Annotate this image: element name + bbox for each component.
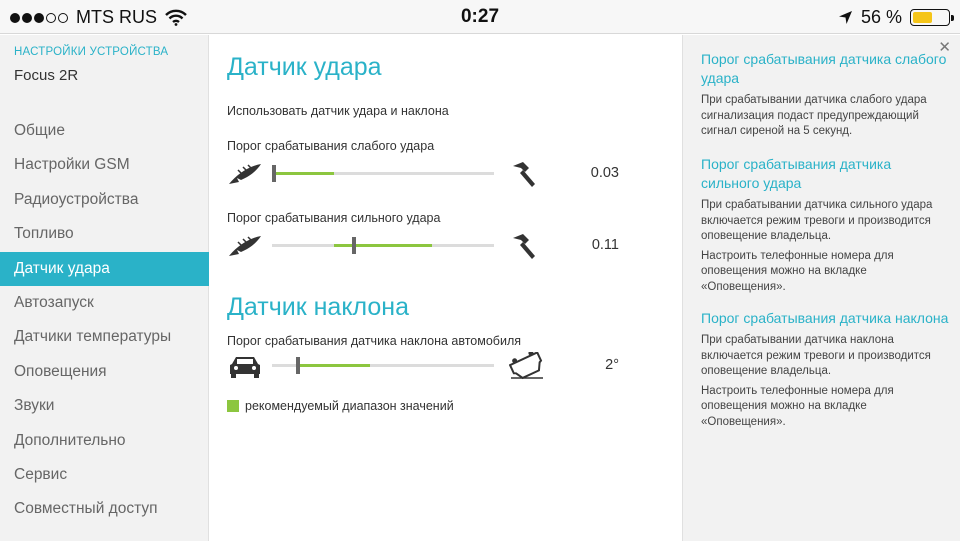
sidebar-item-additional[interactable]: Дополнительно (14, 431, 126, 449)
hammer-icon (509, 160, 539, 188)
sidebar-item-shock-sensor[interactable]: Датчик удара (0, 252, 209, 286)
car-flipped-icon (509, 352, 545, 380)
carrier-name: MTS RUS (76, 7, 157, 27)
legend (227, 399, 454, 413)
clock: 0:27 (460, 6, 500, 27)
slider-thumb[interactable] (352, 237, 356, 254)
tilt-threshold-value: 2° (605, 357, 619, 373)
battery-level (913, 12, 932, 23)
sidebar-item-sounds[interactable]: Звуки (14, 397, 55, 415)
sidebar-item-notifications[interactable]: Оповещения (14, 362, 107, 380)
sidebar-item-general[interactable]: Общие (14, 122, 65, 139)
help-text: При срабатывании датчика сильного удара включается режим тревоги и производится оповещение владельца. (701, 199, 933, 242)
close-icon[interactable]: ✕ (938, 39, 951, 56)
help-text: При срабатывании датчика наклона включается режим тревоги и производится оповещение владельца. (701, 334, 931, 377)
feather-icon (227, 232, 263, 260)
legend-label: рекомендуемый диапазон значений (245, 399, 454, 413)
tilt-threshold-label: Порог срабатывания датчика наклона автомобиля (227, 334, 522, 348)
battery-percent: 56 % (860, 7, 902, 27)
shock-sensor-title: Датчик удара (227, 53, 382, 81)
sidebar-item-radio[interactable]: Радиоустройства (14, 190, 139, 208)
signal-strength-icon (10, 13, 68, 23)
tilt-threshold-row (227, 349, 667, 383)
status-right (838, 7, 950, 28)
strong-threshold-value: 0.11 (591, 237, 619, 253)
sidebar (0, 35, 209, 541)
use-sensor-label: Использовать датчик удара и наклона (227, 104, 449, 118)
hammer-icon (509, 232, 539, 260)
slider-thumb[interactable] (272, 165, 276, 182)
sidebar-item-autostart[interactable]: Автозапуск (14, 293, 94, 311)
help-panel (682, 35, 960, 541)
recommended-range-bar (272, 172, 334, 175)
strong-threshold-row (227, 229, 667, 263)
main-panel (210, 35, 681, 541)
help-text: При срабатывании датчика слабого удара сигнализация подаст предупреждающий сигнал сиреной на 5 секунд. (701, 94, 927, 137)
location-arrow-icon (838, 10, 853, 25)
weak-threshold-label: Порог срабатывания слабого удара (227, 139, 435, 153)
sidebar-item-temperature[interactable]: Датчики температуры (14, 328, 172, 346)
sidebar-section-title: НАСТРОЙКИ УСТРОЙСТВА (14, 46, 169, 58)
help-block-weak (701, 50, 949, 144)
help-text: Настроить телефонные номера для оповещения можно на вкладке «Оповещения». (701, 384, 894, 428)
tilt-threshold-slider[interactable] (272, 364, 494, 367)
status-left (10, 7, 187, 28)
battery-icon (910, 9, 950, 26)
sidebar-item-fuel[interactable]: Топливо (14, 225, 74, 243)
strong-threshold-slider[interactable] (272, 244, 494, 247)
weak-threshold-value: 0.03 (590, 165, 619, 181)
weak-threshold-row (227, 157, 667, 191)
help-block-strong (701, 155, 949, 299)
help-block-tilt (701, 309, 949, 434)
weak-threshold-slider[interactable] (272, 172, 494, 175)
sidebar-item-gsm[interactable]: Настройки GSM (14, 156, 130, 174)
help-title: Порог срабатывания датчика слабого удара (701, 51, 947, 86)
wifi-icon (165, 9, 187, 26)
strong-threshold-label: Порог срабатывания сильного удара (227, 211, 441, 225)
sidebar-item-shared-access[interactable]: Совместный доступ (14, 500, 158, 518)
sidebar-nav (0, 114, 209, 527)
legend-swatch (227, 400, 239, 412)
status-bar (0, 0, 960, 34)
tilt-sensor-title: Датчик наклона (227, 293, 410, 321)
help-text: Настроить телефонные номера для оповещения можно на вкладке «Оповещения». (701, 249, 894, 293)
car-icon (227, 352, 263, 380)
help-title: Порог срабатывания датчика наклона (701, 310, 949, 326)
recommended-range-bar (334, 244, 432, 247)
feather-icon (227, 160, 263, 188)
slider-thumb[interactable] (296, 357, 300, 374)
help-title: Порог срабатывания датчика сильного удара (701, 156, 892, 191)
device-name: Focus 2R (14, 67, 79, 84)
recommended-range-bar (299, 364, 370, 367)
sidebar-item-service[interactable]: Сервис (14, 465, 68, 483)
